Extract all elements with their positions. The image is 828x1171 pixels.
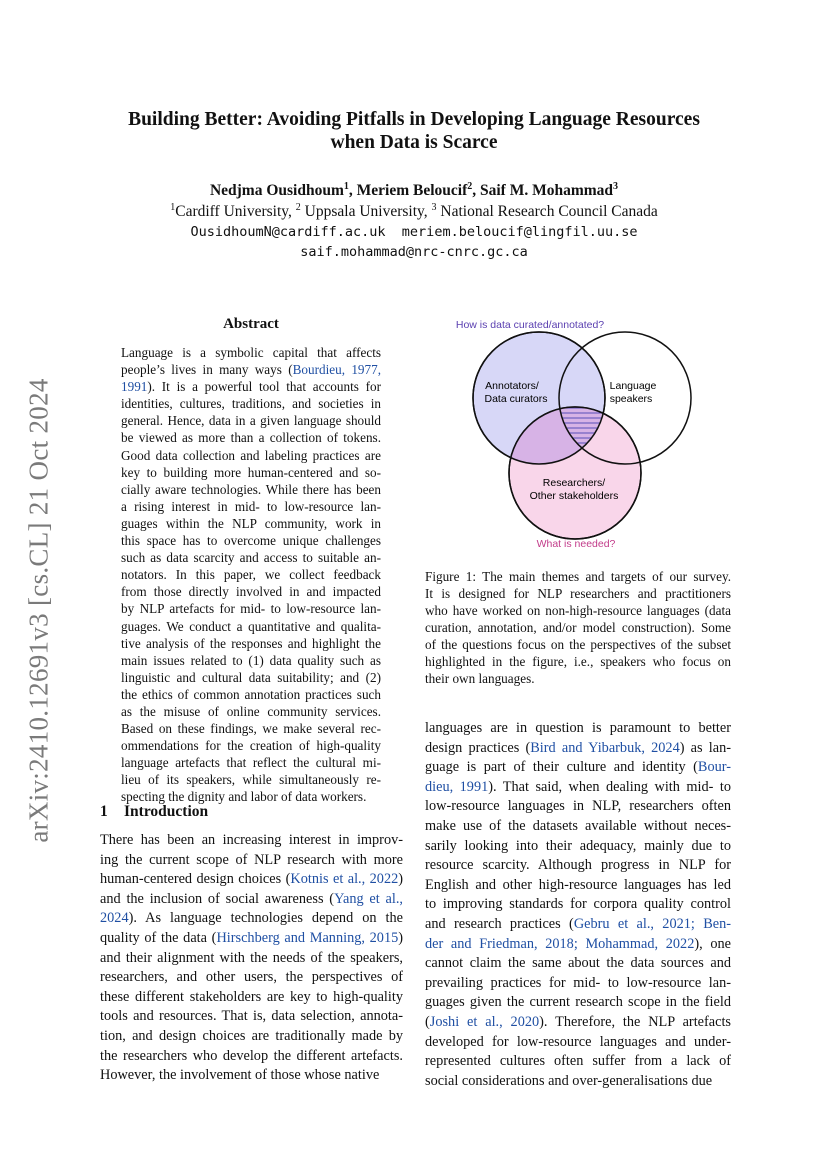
text-line: and their alignment with the needs of the speakers,	[100, 949, 403, 966]
researchers-label-1: Researchers/	[542, 477, 606, 489]
text-line: tools and resources. That is, data selection, annota-	[100, 1008, 403, 1025]
text-line: represented cultures often suffer from a lack of	[425, 1053, 731, 1070]
text-line: be viewed as more than a collection of tokens.	[121, 430, 381, 446]
text-line: human-centered design choices (Kotnis et al., 2022)	[100, 871, 404, 888]
text-line: language artefacts that reflect the cultural mi-	[121, 755, 381, 771]
introduction-left-column	[100, 831, 403, 1086]
text-line: general. Hence, data in a given language should	[121, 413, 381, 429]
annotators-label-1: Annotators/	[485, 380, 539, 392]
text-line: There has been an increasing interest in improv-	[100, 832, 403, 848]
author-2: Meriem Beloucif	[356, 182, 468, 199]
text-line: of the questions focus on the perspectives of the subset	[425, 637, 731, 652]
section-number: 1	[100, 803, 108, 820]
text-line: dieu, 1991). That said, when dealing with mid- to	[425, 778, 731, 795]
text-line: languages are in question is paramount to better	[425, 720, 731, 736]
text-line: and the inclusion of social awareness (Yang et al.,	[100, 890, 403, 907]
author-1: Nedjma Ousidhoum	[209, 182, 344, 199]
bottom-question-label: What is needed?	[536, 538, 616, 550]
title-line-1: Building Better: Avoiding Pitfalls in Developing Language Resources	[128, 109, 700, 130]
introduction-right-column	[425, 719, 731, 1091]
text-line: notators. In this paper, we collect feedback	[121, 567, 381, 583]
author-3: Saif M. Mohammad	[480, 182, 614, 199]
annotators-label-2: Data curators	[484, 393, 548, 405]
text-line: low-resource languages in NLP, researchers often	[425, 798, 731, 815]
text-line: such as data scarcity and access to suitable an-	[121, 550, 381, 566]
venn-diagram-figure	[440, 313, 730, 563]
text-line: sarily looking into their adequacy, mainly due to	[425, 837, 731, 854]
text-line: Language is a symbolic capital that affects	[121, 345, 381, 360]
text-line: It is designed for NLP researchers and practitioners	[425, 586, 731, 601]
text-line: people’s lives in many ways (Bourdieu, 1977,	[121, 362, 381, 378]
text-line: quality of the data (Hirschberg and Manning, 2015)	[100, 929, 404, 946]
text-line: these different stakeholders are key to high-quality	[100, 988, 403, 1005]
text-line: social considerations and over-generalisations due	[425, 1072, 713, 1089]
text-line: make use of the datasets available without neces-	[425, 817, 731, 834]
text-line: However, the involvement of those whose native	[100, 1067, 380, 1084]
researchers-label-2: Other stakeholders	[529, 490, 619, 502]
text-line: their own languages.	[425, 671, 535, 686]
text-line: English and other high-resource languages has led	[425, 876, 731, 893]
text-line: tion, and design choices are traditionally made by	[100, 1027, 403, 1044]
text-line: by NLP artefacts for mid- to low-resource lan-	[121, 601, 381, 617]
text-line: specting the dignity and labor of data workers.	[121, 789, 367, 805]
text-line: linguistic and cultural data suitability; and (2)	[121, 669, 381, 685]
text-line: guages within the NLP community, work in	[121, 515, 381, 531]
abstract-text	[121, 344, 381, 806]
title-line-2: when Data is Scarce	[330, 132, 498, 153]
affiliations: $^1$Cardiff University, $^2$ Uppsala University, $^3$ National Research Council Canada	[170, 202, 658, 220]
text-line: this space has to overcome unique challenges	[121, 533, 381, 549]
text-line: and research practices (Gebru et al., 2021; Ben-	[425, 915, 731, 932]
text-line: design practices (Bird and Yibarbuk, 2024) as lan-	[425, 739, 731, 756]
text-line: guages given the current research scope in the field	[425, 994, 731, 1011]
venn-diagram	[440, 313, 730, 563]
text-line: to improving standards for corpora quality control	[425, 896, 731, 913]
text-line: prevailing practices for mid- to low-resource lan-	[425, 974, 731, 991]
email-line-2: saif.mohammad@nrc-cnrc.gc.ca	[300, 244, 528, 260]
text-line: key to building more human-centered and so-	[121, 464, 381, 480]
speakers-label-1: Language	[609, 380, 657, 392]
text-line: Based on these findings, we make several rec-	[121, 721, 381, 737]
text-line: resource scarcity. Although progress in NLP for	[425, 857, 731, 874]
text-line: der and Friedman, 2018; Mohammad, 2022), one	[425, 935, 731, 952]
text-line: who have worked on non-high-resource languages (data	[425, 603, 731, 618]
text-line: Figure 1: The main themes and targets of our survey.	[425, 569, 731, 584]
text-line: ing the current scope of NLP research with more	[100, 851, 403, 868]
text-line: as the misuse of online community services.	[121, 703, 381, 719]
text-line: cannot claim the same about the data sources and	[425, 955, 731, 972]
text-line: researchers, and other users, the perspectives of	[100, 969, 403, 986]
text-line: the ethics of common annotation practices such	[121, 686, 381, 702]
text-line: tive analysis of the responses and highlight the	[121, 635, 381, 651]
text-line: 1991). It is a powerful tool that accounts for	[121, 379, 381, 395]
text-line: Good data collection and labeling practices are	[121, 447, 381, 463]
author-block	[100, 180, 728, 262]
author-names: Nedjma Ousidhoum$^1$, Meriem Beloucif$^2$, Saif M. Mohammad$^3$	[209, 181, 619, 199]
text-line: (Joshi et al., 2020). Therefore, the NLP artefacts	[425, 1013, 731, 1030]
text-line: cially aware technologies. While there has been	[121, 481, 381, 497]
text-line: 2024). As language technologies depend on the	[100, 910, 403, 927]
figure-caption	[425, 568, 731, 687]
text-line: developed for low-resource languages and under-	[425, 1033, 731, 1050]
text-line: ommendations for the creation of high-quality	[121, 738, 381, 754]
text-line: highlighted in the figure, i.e., speakers who focus on	[425, 654, 731, 669]
text-line: guage is part of their culture and identity (Bour-	[425, 759, 731, 776]
arxiv-identifier: arXiv:2410.12691v3 [cs.CL] 21 Oct 2024	[23, 377, 54, 843]
email-line-1: OusidhoumN@cardiff.ac.uk meriem.beloucif@lingfil.uu.se	[190, 224, 638, 240]
text-line: main issues related to (1) data quality such as	[121, 652, 381, 668]
abstract-heading: Abstract	[223, 316, 279, 332]
text-line: from those directly involved in and impacted	[121, 584, 381, 600]
section-heading-introduction	[100, 803, 208, 821]
text-line: guages. We conduct a quantitative and qualita-	[121, 618, 381, 634]
speakers-label-2: speakers	[609, 393, 653, 405]
text-line: lieu of its speakers, while simultaneously re-	[121, 772, 381, 788]
text-line: the researchers who develop the different artefacts.	[100, 1047, 403, 1064]
section-title: Introduction	[124, 803, 209, 820]
paper-title	[100, 108, 728, 154]
top-question-label: How is data curated/annotated?	[455, 319, 605, 331]
text-line: identities, cultures, traditions, and societies in	[121, 396, 381, 412]
text-line: curation, annotation, and/or model construction). Some	[425, 620, 731, 635]
text-line: a rising interest in mid- to low-resource lan-	[121, 498, 381, 514]
